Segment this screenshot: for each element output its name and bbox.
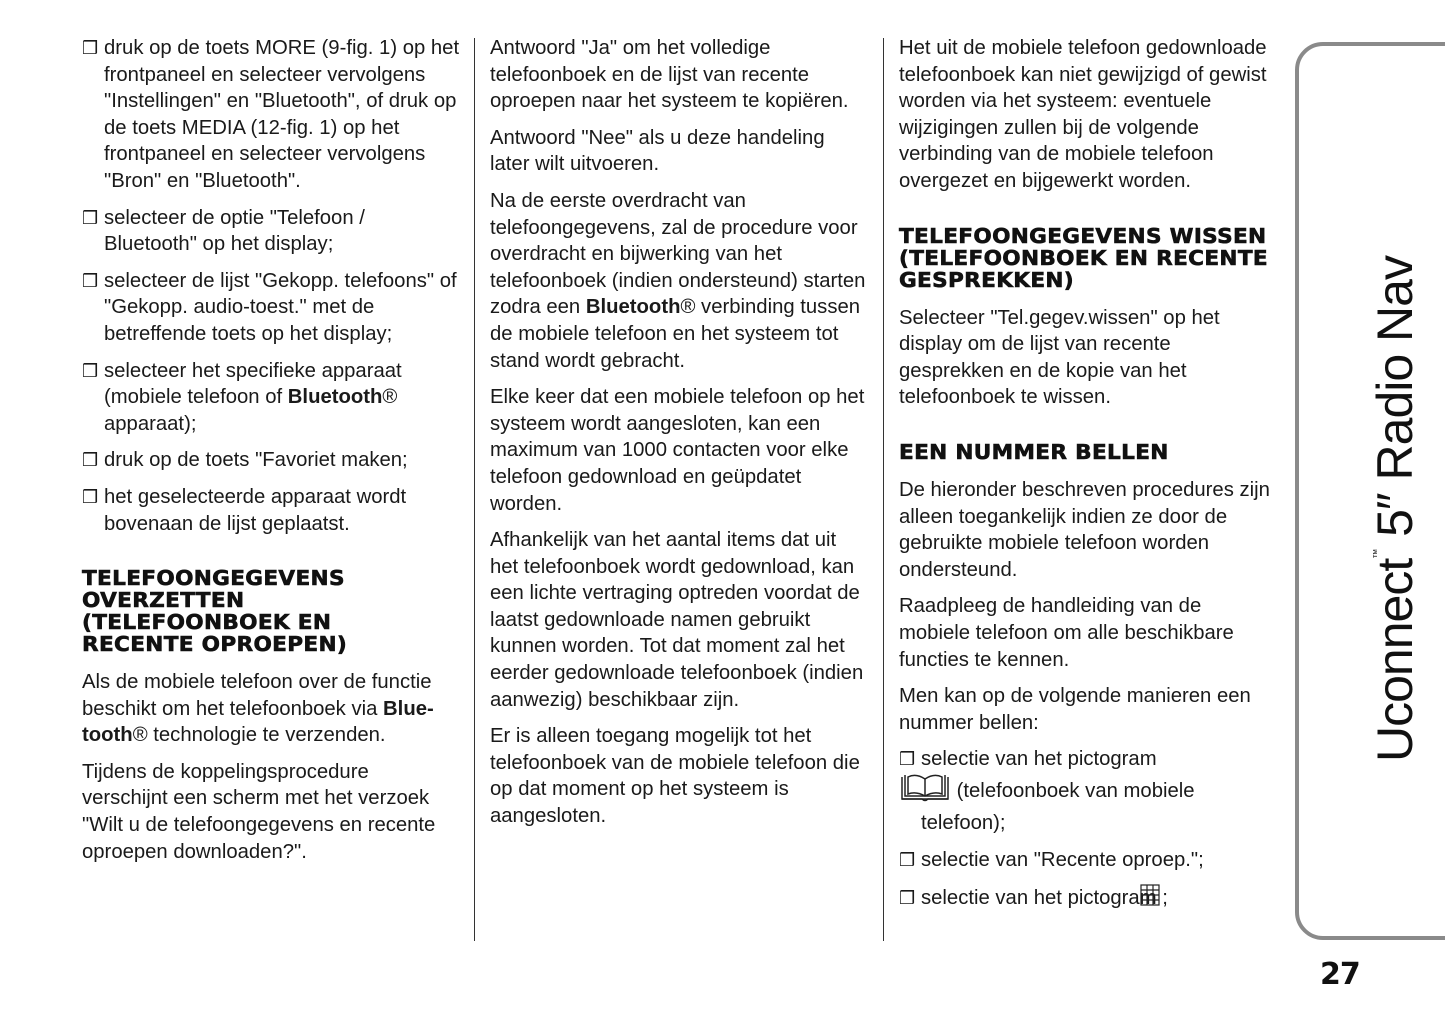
list-item: ❒ het geselecteerde apparaat wordt bovenaan de lijst geplaatst.: [82, 485, 407, 535]
checkbox-bullet-icon: ❒: [82, 450, 99, 471]
paragraph: Het uit de mobiele telefoon gedownloade telefoonboek kan niet gewijzigd of gewist worden via het systeem: eventuele wijzigingen zullen bij de volgende verbinding van de mobiele telefoon overgezet en bijgewerkt worden.: [899, 37, 1267, 192]
paragraph: Na de eerste overdracht van telefoongegevens, zal de procedure voor overdracht en bijwerking van het telefoonboek (indien ondersteund) starten zodra een Bluetooth® verbinding tussen de mobiele telefoon en het systeem tot stand wordt gebracht.: [490, 189, 866, 372]
checkbox-bullet-icon: ❒: [82, 270, 99, 291]
column-divider: [883, 38, 884, 941]
paragraph: Tijdens de koppelingsprocedure verschijnt een scherm met het verzoek "Wilt u de telefoongegevens en recente oproepen downloaden?".: [82, 760, 436, 863]
checkbox-bullet-icon: ❒: [899, 887, 916, 908]
checkbox-bullet-icon: ❒: [82, 207, 99, 228]
checkbox-bullet-icon: ❒: [82, 486, 99, 507]
chapter-title: Uconnect™ 5″ Radio Nav: [1367, 256, 1423, 762]
column-1: [82, 35, 460, 875]
column-divider: [474, 38, 475, 941]
page-number: 27: [1320, 957, 1360, 992]
phonebook-icon: [921, 773, 951, 811]
paragraph: Antwoord "Nee" als u deze handeling later wilt uitvoeren.: [490, 126, 825, 176]
paragraph: Afhankelijk van het aantal items dat uit het telefoonboek wordt gedownload, kan een lichte vertraging optreden voordat de laatst gedownloade namen gebruikt kunnen worden. Tot dat moment zal het eerder gedownloade telefoonboek (indien aanwezig) beschikbaar zijn.: [490, 529, 864, 711]
section-heading: EEN NUMMER BELLEN: [899, 439, 1169, 464]
section-heading: TELEFOONGEGEVENS WISSEN (TELEFOONBOEK EN RECENTE GESPREKKEN): [899, 223, 1268, 292]
paragraph: Antwoord "Ja" om het volledige telefoonboek en de lijst van recente oproepen naar het systeem te kopiëren.: [490, 37, 849, 113]
paragraph: Er is alleen toegang mogelijk tot het telefoonboek van de mobiele telefoon die op dat moment op het systeem is aangesloten.: [490, 725, 860, 828]
paragraph: Men kan op de volgende manieren een nummer bellen:: [899, 685, 1251, 734]
list-item: ❒ selectie van het pictogram (telefoonboek van mobiele telefoon);: [899, 748, 1195, 835]
paragraph: Elke keer dat een mobiele telefoon op het systeem wordt aangesloten, kan een maximum van 1000 contacten voor elke telefoon gedownload en geüpdatet worden.: [490, 386, 865, 515]
column-3: [899, 35, 1277, 923]
list-item: ❒ druk op de toets MORE (9-fig. 1) op het frontpaneel en selecteer vervolgens "Instellingen" en "Bluetooth", of druk op de toets MEDIA (12-fig. 1) op het frontpaneel en selecteer vervolgens "Bron" en "Bluetooth".: [82, 37, 460, 192]
paragraph: De hieronder beschreven procedures zijn alleen toegankelijk indien ze door de gebruikte mobiele telefoon worden ondersteund.: [899, 478, 1270, 581]
list-item: ❒ druk op de toets "Favoriet maken;: [82, 447, 460, 474]
list-item: ❒ selectie van het pictogram ;: [899, 884, 1277, 914]
list-item: ❒ selectie van "Recente oproep.";: [899, 847, 1277, 874]
checkbox-bullet-icon: ❒: [899, 749, 916, 770]
checkbox-bullet-icon: ❒: [82, 360, 99, 381]
list-item: ❒ selecteer de optie "Telefoon / Bluetooth" op het display;: [82, 206, 365, 256]
column-2: [490, 35, 868, 840]
paragraph: Selecteer "Tel.gegev.wissen" op het display om de lijst van recente gesprekken en de kopie van het telefoonboek te wissen.: [899, 306, 1220, 409]
section-heading: TELEFOONGEGEVENS OVERZETTEN (TELEFOONBOEK EN RECENTE OPROEPEN): [82, 566, 348, 657]
list-item: ❒ selecteer de lijst "Gekopp. telefoons" of "Gekopp. audio-toest." met de betreffende toets op het display;: [82, 269, 457, 345]
list-item: ❒ selecteer het specifieke apparaat (mobiele telefoon of Bluetooth® apparaat);: [82, 359, 402, 435]
paragraph: Als de mobiele telefoon over de functie beschikt om het telefoonboek via Blue-tooth® technologie te verzenden.: [82, 671, 434, 747]
paragraph: Raadpleeg de handleiding van de mobiele telefoon om alle beschikbare functies te kennen.: [899, 595, 1234, 671]
checkbox-bullet-icon: ❒: [899, 850, 916, 871]
checkbox-bullet-icon: ❒: [82, 38, 99, 58]
